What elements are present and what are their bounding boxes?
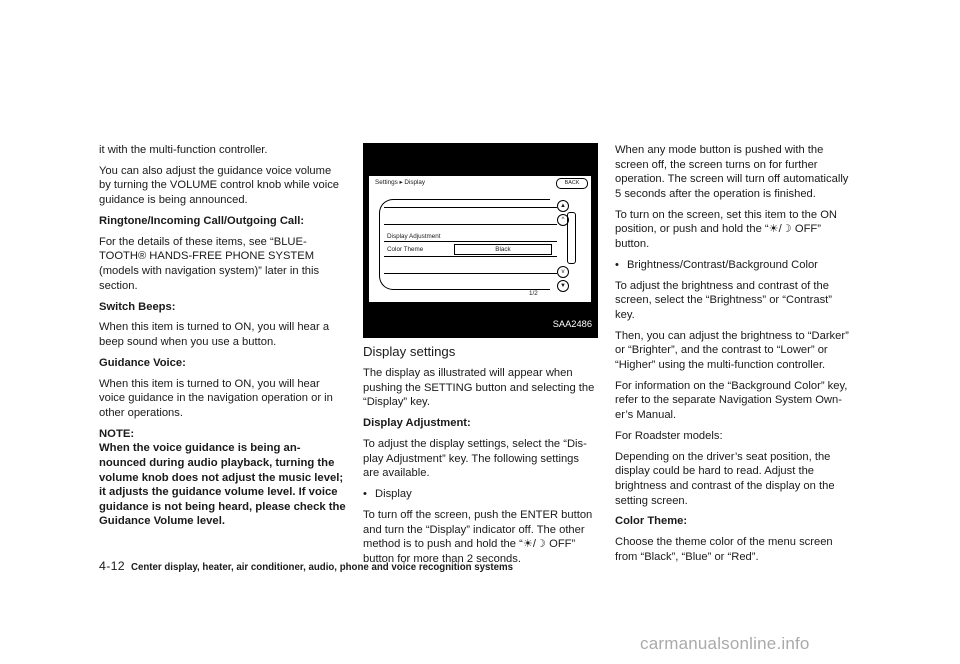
subheading-display-adjustment: Display Adjustment: [363, 417, 471, 430]
paragraph: When any mode button is pushed with the screen off, the screen turns on for further operation. The screen will turn off automatically 5 seconds after the operation is finished. [615, 144, 849, 200]
paragraph: Depending on the driver’s seat position, the display could be hard to read. Adjust the brightness and contrast of the display on the setting screen. [615, 450, 835, 507]
section-title: Display settings [363, 344, 456, 359]
color-theme-value: Black [454, 244, 552, 255]
page-number: 4-12 [99, 559, 125, 573]
paragraph: When this item is turned to ON, you will hear a beep sound when you use a button. [99, 321, 330, 349]
page-footer [99, 559, 513, 573]
paragraph: To adjust the display settings, select the “Dis-play Adjustment” key. The following settings are available. [363, 438, 587, 480]
menu-item-color-theme: Color Theme [387, 246, 424, 253]
paragraph: Then, you can adjust the brightness to “Darker” or “Brighter”, and the contrast to “Lower” or “Higher” using the multi-function controller. [615, 329, 849, 371]
page-indicator: 1/2 [529, 290, 538, 297]
breadcrumb: Settings ▸ Display [375, 179, 426, 186]
paragraph: it with the multi-function controller. [99, 144, 268, 156]
menu-divider [384, 256, 557, 257]
paragraph: To turn off the screen, push the ENTER button and turn the “Display” indicator off. The other method is to push and hold the “☀/☽ OFF” button for more than 2 seconds. [363, 509, 593, 566]
paragraph: For the details of these items, see “BLUE-TOOTH® HANDS-FREE PHONE SYSTEM (models with navigation system)” later in this section. [99, 235, 320, 292]
column-right [615, 143, 852, 571]
bullet-icon: • [615, 258, 619, 271]
menu-divider [384, 207, 557, 208]
menu-divider [384, 241, 557, 242]
menu-divider [384, 224, 557, 225]
column-middle [363, 143, 598, 573]
note-label: NOTE: [99, 427, 135, 440]
note-text: When the voice guidance is being an-nounced during audio playback, turning the volume knob does not adjust the music level; it adjusts the guidance volume level. If voice guidance is not being heard, please check the Guidance Volume level. [99, 442, 346, 528]
paragraph: To turn on the screen, set this item to the ON position, or push and hold the “☀/☽ OFF” button. [615, 208, 837, 250]
paragraph: For Roadster models: [615, 429, 723, 442]
figure-label: SAA2486 [552, 319, 592, 330]
page-up-icon: ^ [557, 214, 569, 226]
menu-item-display-adjustment: Display Adjustment [387, 233, 441, 240]
subheading-color-theme: Color Theme: [615, 515, 688, 528]
bullet-item [615, 258, 852, 273]
bullet-item [363, 487, 598, 502]
subheading-ringtone: Ringtone/Incoming Call/Outgoing Call: [99, 214, 305, 227]
bullet-icon: • [363, 488, 367, 501]
paragraph: For information on the “Background Color” key, refer to the separate Navigation System Own-er’s Manual. [615, 379, 848, 421]
paragraph: To adjust the brightness and contrast of the screen, select the “Brightness” or “Contrast” key. [615, 279, 832, 321]
bullet-text: Brightness/Contrast/Background Color [627, 258, 818, 271]
subheading-guidance-voice: Guidance Voice: [99, 356, 186, 369]
back-button: BACK [556, 178, 588, 189]
paragraph: You can also adjust the guidance voice volume by turning the VOLUME control knob while voice guidance is being announced. [99, 164, 340, 207]
menu-divider [384, 273, 557, 274]
subheading-switch-beeps: Switch Beeps: [99, 300, 176, 313]
paragraph: When this item is turned to ON, you will hear voice guidance in the navigation operation or in other operations. [99, 377, 333, 419]
scroll-up-icon: ▲ [557, 200, 569, 212]
paragraph: The display as illustrated will appear when pushing the SETTING button and selecting the “Display” key. [363, 367, 595, 409]
watermark: carmanualsonline.info [640, 634, 810, 653]
scrollbar [567, 212, 576, 264]
column-left [99, 143, 346, 535]
paragraph: Choose the theme color of the menu screen from “Black”, “Blue” or “Red”. [615, 536, 833, 563]
bullet-text: Display [375, 488, 412, 501]
screen-illustration [369, 176, 591, 302]
scroll-down-icon: ▼ [557, 280, 569, 292]
display-screen-figure [363, 143, 598, 338]
page-down-icon: v [557, 266, 569, 278]
chapter-title: Center display, heater, air conditioner, audio, phone and voice recognition systems [131, 562, 514, 573]
